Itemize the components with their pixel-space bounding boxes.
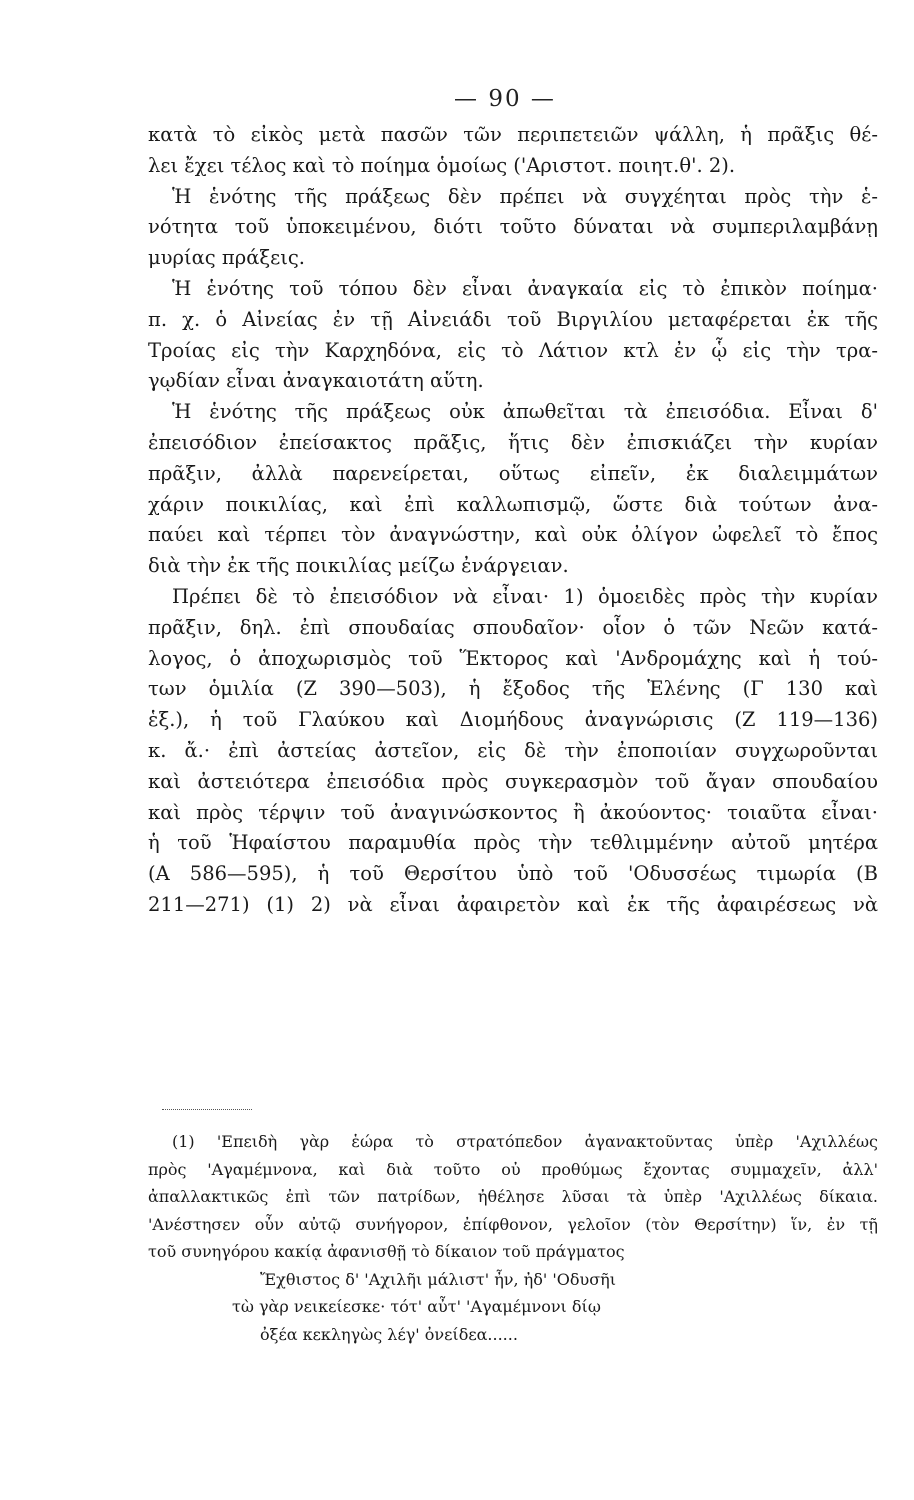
text-line: Ἡ ἑνότης τῆς πράξεως οὐκ ἀπωθεῖται τὰ ἐπεισόδια. Εἶναι δ' xyxy=(172,400,878,424)
text-line: κ. ἄ.· ἐπὶ ἀστείας ἀστεῖον, εἰς δὲ τὴν ἐποποιίαν συγχωροῦνται xyxy=(148,738,878,762)
footnote-line: 'Ανέστησεν οὖν αὐτῷ συνήγορον, ἐπίφθονον, γελοῖον (τὸν Θερσίτην) ἵν, ἐν τῇ xyxy=(148,1214,878,1234)
text-line: ἡ τοῦ Ἡφαίστου παραμυθία πρὸς τὴν τεθλιμμένην αὐτοῦ μητέρα xyxy=(148,831,878,855)
text-line: Ἡ ἑνότης τοῦ τόπου δὲν εἶναι ἀναγκαία εἰς τὸ ἐπικὸν ποίημα· xyxy=(172,276,878,300)
footnote-line: ἀπαλλακτικῶς ἐπὶ τῶν πατρίδων, ἠθέλησε λῦσαι τὰ ὑπὲρ 'Αχιλλέως δίκαια. xyxy=(148,1187,878,1206)
footnote-line: πρὸς 'Αγαμέμνονα, καὶ διὰ τοῦτο οὐ προθύμως ἔχοντας συμμαχεῖν, ἀλλ' xyxy=(148,1159,878,1179)
footnote-divider xyxy=(162,1109,252,1110)
text-line: Πρέπει δὲ τὸ ἐπεισόδιον νὰ εἶναι· 1) ὁμοειδὲς πρὸς τὴν κυρίαν xyxy=(172,584,878,608)
text-line: γῳδίαν εἶναι ἀναγκαιοτάτη αὕτη. xyxy=(148,369,484,393)
text-line: πρᾶξιν, δηλ. ἐπὶ σπουδαίας σπουδαῖον· οἷον ὁ τῶν Νεῶν κατά- xyxy=(148,615,878,639)
verse-quote-line: ὀξέα κεκληγὼς λέγ' ὀνείδεα...... xyxy=(260,1324,518,1344)
text-line: Τροίας εἰς τὴν Καρχηδόνα, εἰς τὸ Λάτιον κτλ ἐν ᾧ εἰς τὴν τρα- xyxy=(148,338,878,362)
footnote-line: (1) 'Επειδὴ γὰρ ἑώρα τὸ στρατόπεδον ἀγανακτοῦντας ὑπὲρ 'Αχιλλέως xyxy=(172,1132,878,1151)
text-line: νότητα τοῦ ὑποκειμένου, διότι τοῦτο δύναται νὰ συμπεριλαμβάνῃ xyxy=(148,215,878,239)
text-line: κατὰ τὸ εἰκὸς μετὰ πασῶν τῶν περιπετειῶν ψάλλη, ἡ πρᾶξις θέ- xyxy=(148,123,878,146)
verse-quote-line: τὼ γὰρ νεικείεσκε· τότ' αὖτ' 'Αγαμέμνονι δίῳ xyxy=(232,1297,601,1316)
text-line: λει ἔχει τέλος καὶ τὸ ποίημα ὁμοίως ('Αριστοτ. ποιητ.θ'. 2). xyxy=(148,153,736,177)
main-text xyxy=(148,120,878,921)
verse-quote-line: Ἔχθιστος δ' 'Αχιλῆι μάλιστ' ἦν, ἠδ' 'Οδυσῆι xyxy=(260,1269,617,1289)
text-line: 211—271) (1) 2) νὰ εἶναι ἀφαιρετὸν καὶ ἐκ τῆς ἀφαιρέσεως νὰ xyxy=(148,892,878,916)
footnote-line: τοῦ συνηγόρου κακίᾳ ἀφανισθῇ τὸ δίκαιον τοῦ πράγματος xyxy=(148,1242,625,1261)
footnotes xyxy=(148,1128,878,1348)
text-line: χάριν ποικιλίας, καὶ ἐπὶ καλλωπισμῷ, ὥστε διὰ τούτων ἀνα- xyxy=(148,492,878,516)
text-line: ἐπεισόδιον ἐπείσακτος πρᾶξις, ἥτις δὲν ἐπισκιάζει τὴν κυρίαν xyxy=(148,430,878,454)
text-line: (Α 586—595), ἡ τοῦ Θερσίτου ὑπὸ τοῦ 'Οδυσσέως τιμωρία (Β xyxy=(148,862,878,886)
text-line: Ἡ ἑνότης τῆς πράξεως δὲν πρέπει νὰ συγχέηται πρὸς τὴν ἑ- xyxy=(172,184,878,208)
text-line: παύει καὶ τέρπει τὸν ἀναγνώστην, καὶ οὐκ ὀλίγον ὠφελεῖ τὸ ἔπος xyxy=(148,523,878,547)
text-line: διὰ τὴν ἐκ τῆς ποικιλίας μείζω ἐνάργειαν. xyxy=(148,554,569,578)
text-line: π. χ. ὁ Αἰνείας ἐν τῇ Αἰνειάδι τοῦ Βιργιλίου μεταφέρεται ἐκ τῆς xyxy=(148,307,878,331)
text-line: λογος, ὁ ἀποχωρισμὸς τοῦ Ἕκτορος καὶ 'Ανδρομάχης καὶ ἡ τού- xyxy=(148,646,878,670)
text-line: των ὁμιλία (Ζ 390—503), ἡ ἔξοδος τῆς Ἑλένης (Γ 130 καὶ xyxy=(148,677,878,701)
text-line: καὶ πρὸς τέρψιν τοῦ ἀναγινώσκοντος ἢ ἀκούοντος· τοιαῦτα εἶναι· xyxy=(148,800,878,824)
text-line: καὶ ἀστειότερα ἐπεισόδια πρὸς συγκερασμὸν τοῦ ἄγαν σπουδαίου xyxy=(148,769,878,793)
page-number: — 90 — xyxy=(454,86,556,112)
text-line: ἑξ.), ἡ τοῦ Γλαύκου καὶ Διομήδους ἀναγνώρισις (Ζ 119—136) xyxy=(148,708,878,732)
text-line: πρᾶξιν, ἀλλὰ παρενείρεται, οὕτως εἰπεῖν, ἐκ διαλειμμάτων xyxy=(148,461,878,485)
text-line: μυρίας πράξεις. xyxy=(148,246,305,270)
